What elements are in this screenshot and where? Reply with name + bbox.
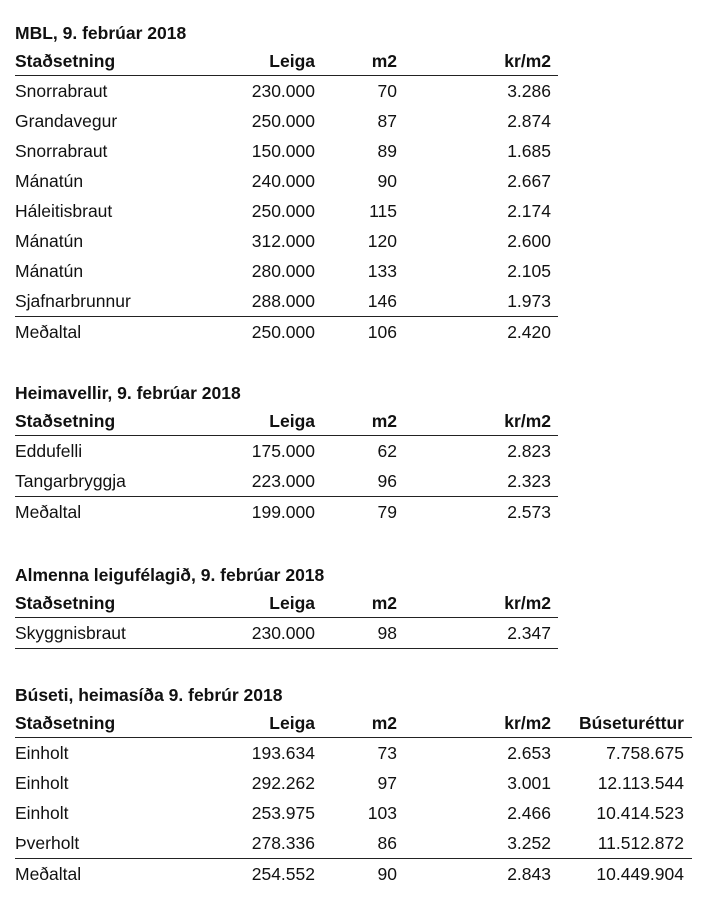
- table-row: [15, 618, 558, 649]
- table-section-mbl: [15, 19, 558, 347]
- column-header-m2: m2: [371, 713, 397, 733]
- cell-rent: 193.634: [251, 743, 315, 763]
- table-row: [15, 768, 692, 798]
- cell-rent: 280.000: [251, 261, 315, 281]
- cell-m2: 79: [377, 502, 397, 522]
- table-section-almenna: [15, 561, 558, 649]
- cell-m2: 115: [369, 201, 397, 221]
- cell-location: Snorrabraut: [15, 141, 108, 161]
- cell-location: Meðaltal: [15, 502, 82, 522]
- table-row: [15, 466, 558, 496]
- column-header-kr-per-m2: kr/m2: [504, 713, 551, 733]
- table-title: Heimavellir, 9. febrúar 2018: [15, 383, 241, 403]
- column-header-m2: m2: [371, 411, 397, 431]
- cell-location: Snorrabraut: [15, 81, 108, 101]
- cell-location: Mánatún: [15, 231, 84, 251]
- column-header-kr-per-m2: kr/m2: [504, 411, 551, 431]
- column-header-rent: Leiga: [269, 593, 315, 613]
- table-section-buseti: [15, 681, 692, 889]
- cell-location: Meðaltal: [15, 322, 82, 342]
- table-row: [15, 256, 558, 286]
- column-header-location: Staðsetning: [15, 51, 116, 71]
- cell-location: Sjafnarbrunnur: [15, 291, 131, 311]
- cell-m2: 90: [377, 171, 397, 191]
- cell-rent: 254.552: [251, 864, 315, 884]
- table-header-row: [15, 589, 558, 618]
- table-title: MBL, 9. febrúar 2018: [15, 23, 187, 43]
- table-row: [15, 828, 692, 858]
- cell-rent: 253.975: [251, 803, 315, 823]
- table-row: [15, 76, 558, 106]
- table-header-row: [15, 709, 692, 738]
- cell-location: Mánatún: [15, 261, 84, 281]
- table-row: [15, 738, 692, 768]
- cell-kr-per-m2: 3.001: [507, 773, 551, 793]
- table-row: [15, 436, 558, 466]
- column-header-m2: m2: [371, 593, 397, 613]
- cell-kr-per-m2: 3.286: [507, 81, 551, 101]
- cell-rent: 250.000: [251, 322, 315, 342]
- cell-location: Grandavegur: [15, 111, 118, 131]
- cell-kr-per-m2: 2.667: [507, 171, 551, 191]
- column-header-rent: Leiga: [269, 713, 315, 733]
- column-header-kr-per-m2: kr/m2: [504, 593, 551, 613]
- table-row: [15, 286, 558, 316]
- cell-location: Tangarbryggja: [15, 471, 126, 491]
- average-row: [15, 316, 558, 347]
- cell-location: Einholt: [15, 773, 69, 793]
- column-header-buseturettur: Búseturéttur: [578, 713, 684, 733]
- cell-rent: 240.000: [251, 171, 315, 191]
- cell-buseturettur: 11.512.872: [597, 833, 684, 853]
- cell-m2: 106: [367, 322, 397, 342]
- cell-rent: 278.336: [251, 833, 315, 853]
- cell-kr-per-m2: 2.420: [507, 322, 551, 342]
- cell-rent: 230.000: [251, 623, 315, 643]
- table-title: Búseti, heimasíða 9. febrúr 2018: [15, 685, 283, 705]
- cell-rent: 312.000: [251, 231, 315, 251]
- cell-rent: 175.000: [251, 441, 315, 461]
- cell-buseturettur: 7.758.675: [606, 743, 684, 763]
- cell-kr-per-m2: 2.105: [507, 261, 551, 281]
- cell-kr-per-m2: 2.600: [507, 231, 551, 251]
- cell-location: Háleitisbraut: [15, 201, 113, 221]
- table-header-row: [15, 407, 558, 436]
- cell-kr-per-m2: 2.843: [507, 864, 551, 884]
- cell-rent: 230.000: [251, 81, 315, 101]
- cell-kr-per-m2: 3.252: [507, 833, 551, 853]
- cell-kr-per-m2: 1.685: [507, 141, 551, 161]
- cell-kr-per-m2: 2.874: [507, 111, 551, 131]
- cell-m2: 87: [377, 111, 397, 131]
- table-row: [15, 798, 692, 828]
- cell-m2: 103: [367, 803, 397, 823]
- cell-kr-per-m2: 2.653: [507, 743, 551, 763]
- average-row: [15, 858, 692, 889]
- column-header-location: Staðsetning: [15, 411, 116, 431]
- column-header-location: Staðsetning: [15, 713, 116, 733]
- table-row: [15, 196, 558, 226]
- cell-kr-per-m2: 2.323: [507, 471, 551, 491]
- table-row: [15, 226, 558, 256]
- table-section-heimavellir: [15, 379, 558, 527]
- cell-m2: 70: [377, 81, 397, 101]
- cell-location: Skyggnisbraut: [15, 623, 126, 643]
- cell-m2: 89: [377, 141, 397, 161]
- table-header-row: [15, 47, 558, 76]
- cell-m2: 86: [377, 833, 397, 853]
- cell-m2: 146: [367, 291, 397, 311]
- column-header-rent: Leiga: [269, 411, 315, 431]
- average-row: [15, 496, 558, 527]
- cell-m2: 73: [377, 743, 397, 763]
- cell-buseturettur: 12.113.544: [597, 773, 684, 793]
- cell-m2: 133: [367, 261, 397, 281]
- cell-location: Einholt: [15, 743, 69, 763]
- table-row: [15, 166, 558, 196]
- table-title: Almenna leigufélagið, 9. febrúar 2018: [15, 565, 325, 585]
- cell-buseturettur: 10.449.904: [596, 864, 684, 884]
- cell-kr-per-m2: 2.174: [507, 201, 551, 221]
- cell-m2: 98: [377, 623, 397, 643]
- cell-kr-per-m2: 2.823: [507, 441, 551, 461]
- column-header-m2: m2: [371, 51, 397, 71]
- cell-rent: 150.000: [251, 141, 315, 161]
- cell-m2: 120: [367, 231, 397, 251]
- table-row: [15, 106, 558, 136]
- cell-rent: 250.000: [251, 201, 315, 221]
- cell-kr-per-m2: 1.973: [507, 291, 551, 311]
- cell-rent: 288.000: [251, 291, 315, 311]
- cell-m2: 90: [377, 864, 397, 884]
- cell-rent: 292.262: [251, 773, 315, 793]
- cell-location: Þverholt: [15, 833, 80, 853]
- cell-kr-per-m2: 2.573: [507, 502, 551, 522]
- cell-location: Einholt: [15, 803, 69, 823]
- table-row: [15, 136, 558, 166]
- column-header-kr-per-m2: kr/m2: [504, 51, 551, 71]
- cell-kr-per-m2: 2.347: [507, 623, 551, 643]
- cell-rent: 199.000: [251, 502, 315, 522]
- cell-rent: 223.000: [251, 471, 315, 491]
- cell-kr-per-m2: 2.466: [507, 803, 551, 823]
- cell-m2: 97: [377, 773, 397, 793]
- column-header-location: Staðsetning: [15, 593, 116, 613]
- cell-m2: 96: [377, 471, 397, 491]
- cell-location: Mánatún: [15, 171, 84, 191]
- column-header-rent: Leiga: [269, 51, 315, 71]
- cell-buseturettur: 10.414.523: [596, 803, 684, 823]
- cell-m2: 62: [377, 441, 397, 461]
- cell-location: Eddufelli: [15, 441, 83, 461]
- cell-location: Meðaltal: [15, 864, 82, 884]
- cell-rent: 250.000: [251, 111, 315, 131]
